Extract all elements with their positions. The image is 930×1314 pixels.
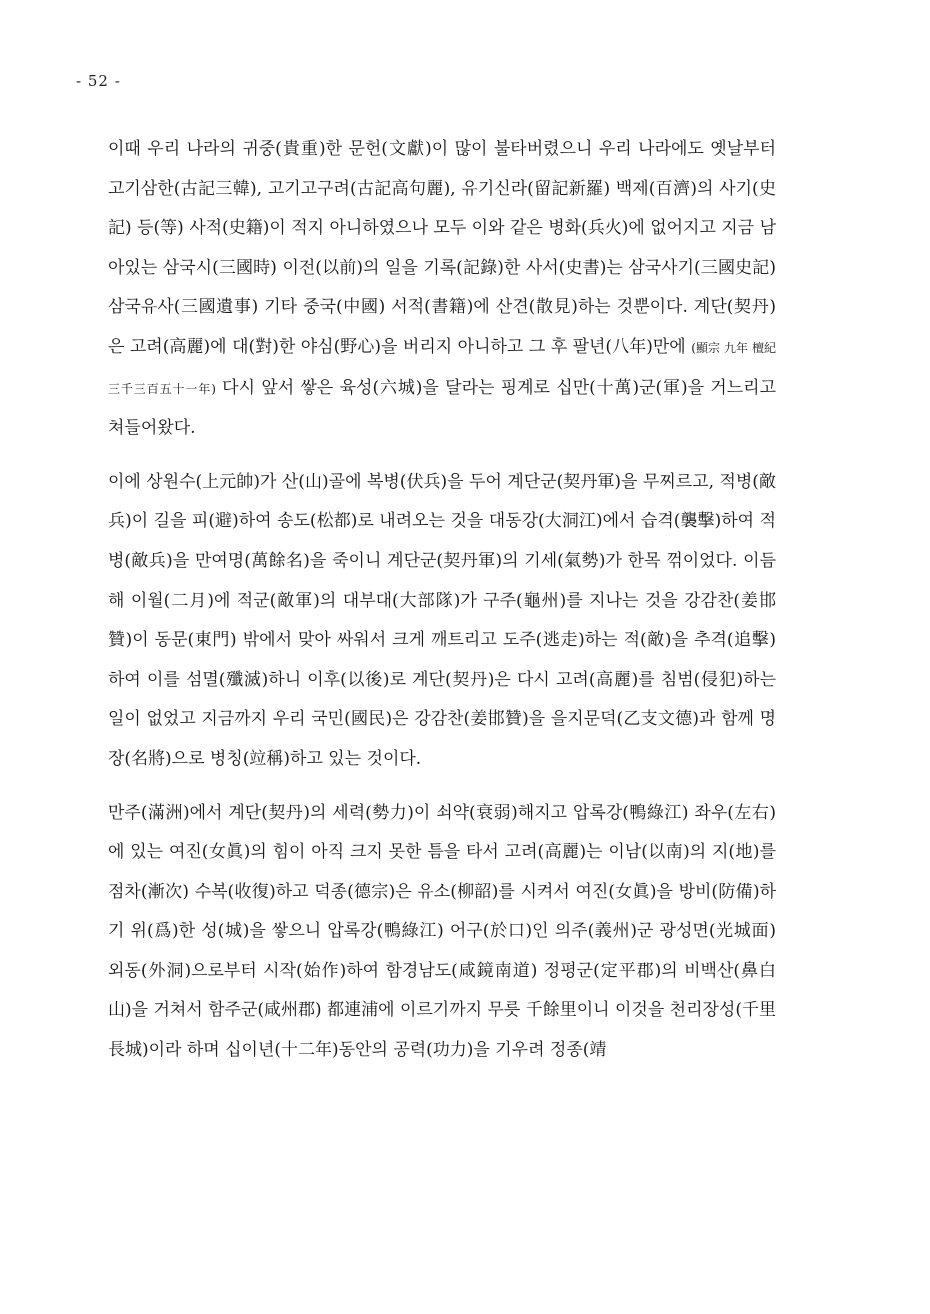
paragraph-3: 만주(滿洲)에서 계단(契丹)의 세력(勢力)이 쇠약(衰弱)해지고 압록강(鴨綠江) 좌우(左右)에 있는 여진(女眞)의 힘이 아직 크지 못한 틈을 타서 고려(高麗)는 이남(以南)의 지(地)를 점차(漸次) 수복(收復)하고 덕종(德宗)은 유소(柳韶)를 시켜서 여진(女眞)을 방비(防備)하기 위(爲)한 성(城)을 쌓으니 압록강(鴨綠江) 어구(於口)인 의주(義州)군 광성면(光城面) 외동(外洞)으로부터 시작(始作)하여 함경남도(咸鏡南道) 정평군(定平郡)의 비백산(鼻白山)을 거쳐서 함주군(咸州郡) 都連浦에 이르기까지 무릇 千餘里이니 이것을 천리장성(千里長城)이라 하며 십이년(十二年)동안의 공력(功力)을 기우려 정종(靖: [108, 802, 776, 1061]
page-number: - 52 -: [76, 72, 121, 90]
paragraph-1-text: 이때 우리 나라의 귀중(貴重)한 문헌(文獻)이 많이 불타버렸으니 우리 나라에도 옛날부터 고기삼한(古記三韓), 고기고구려(古記高句麗), 유기신라(留記新羅) 백제(百濟)의 사기(史記) 등(等) 사적(史籍)이 적지 아니하였으나 모두 이와 같은 병화(兵火)에 없어지고 지금 남아있는 삼국시(三國時) 이전(以前)의 일을 기록(記錄)한 사서(史書)는 삼국사기(三國史記) 삼국유사(三國遺事) 기타 중국(中國) 서적(書籍)에 산견(散見)하는 것뿐이다. 계단(契丹)은 고려(高麗)에 대(對)한 야심(野心)을 버리지 아니하고 그 후 팔년(八年)만에: [108, 139, 776, 357]
paragraph-1: [108, 130, 776, 449]
paragraph-2: 이에 상원수(上元帥)가 산(山)골에 복병(伏兵)을 두어 계단군(契丹軍)을 무찌르고, 적병(敵兵)이 길을 피(避)하여 송도(松都)로 내려오는 것을 대동강(大洞江)에서 습격(襲擊)하여 적병(敵兵)을 만여명(萬餘名)을 죽이니 계단군(契丹軍)의 기세(氣勢)가 한목 꺾이었다. 이듬해 이월(二月)에 적군(敵軍)의 대부대(大部隊)가 구주(龜州)를 지나는 것을 강감찬(姜邯贊)이 동문(東門) 밖에서 맞아 싸워서 크게 깨트리고 도주(逃走)하는 적(敵)을 추격(追擊)하여 이를 섬멸(殲滅)하니 이후(以後)로 계단(契丹)은 다시 고려(高麗)를 침범(侵犯)하는 일이 없었고 지금까지 우리 국민(國民)은 강감찬(姜邯贊)을 을지문덕(乙支文德)과 함께 명장(名將)으로 병칭(竝稱)하고 있는 것이다.: [108, 471, 776, 769]
document-body: [108, 130, 776, 1071]
paragraph-1-note: (顯宗 九年 檀紀 三千三百五十一年): [108, 340, 777, 396]
paragraph-1-text-cont: 다시 앞서 쌓은 육성(六城)을 달라는 핑계로 십만(十萬)군(軍)을 거느리고 쳐들어왔다.: [108, 377, 776, 439]
